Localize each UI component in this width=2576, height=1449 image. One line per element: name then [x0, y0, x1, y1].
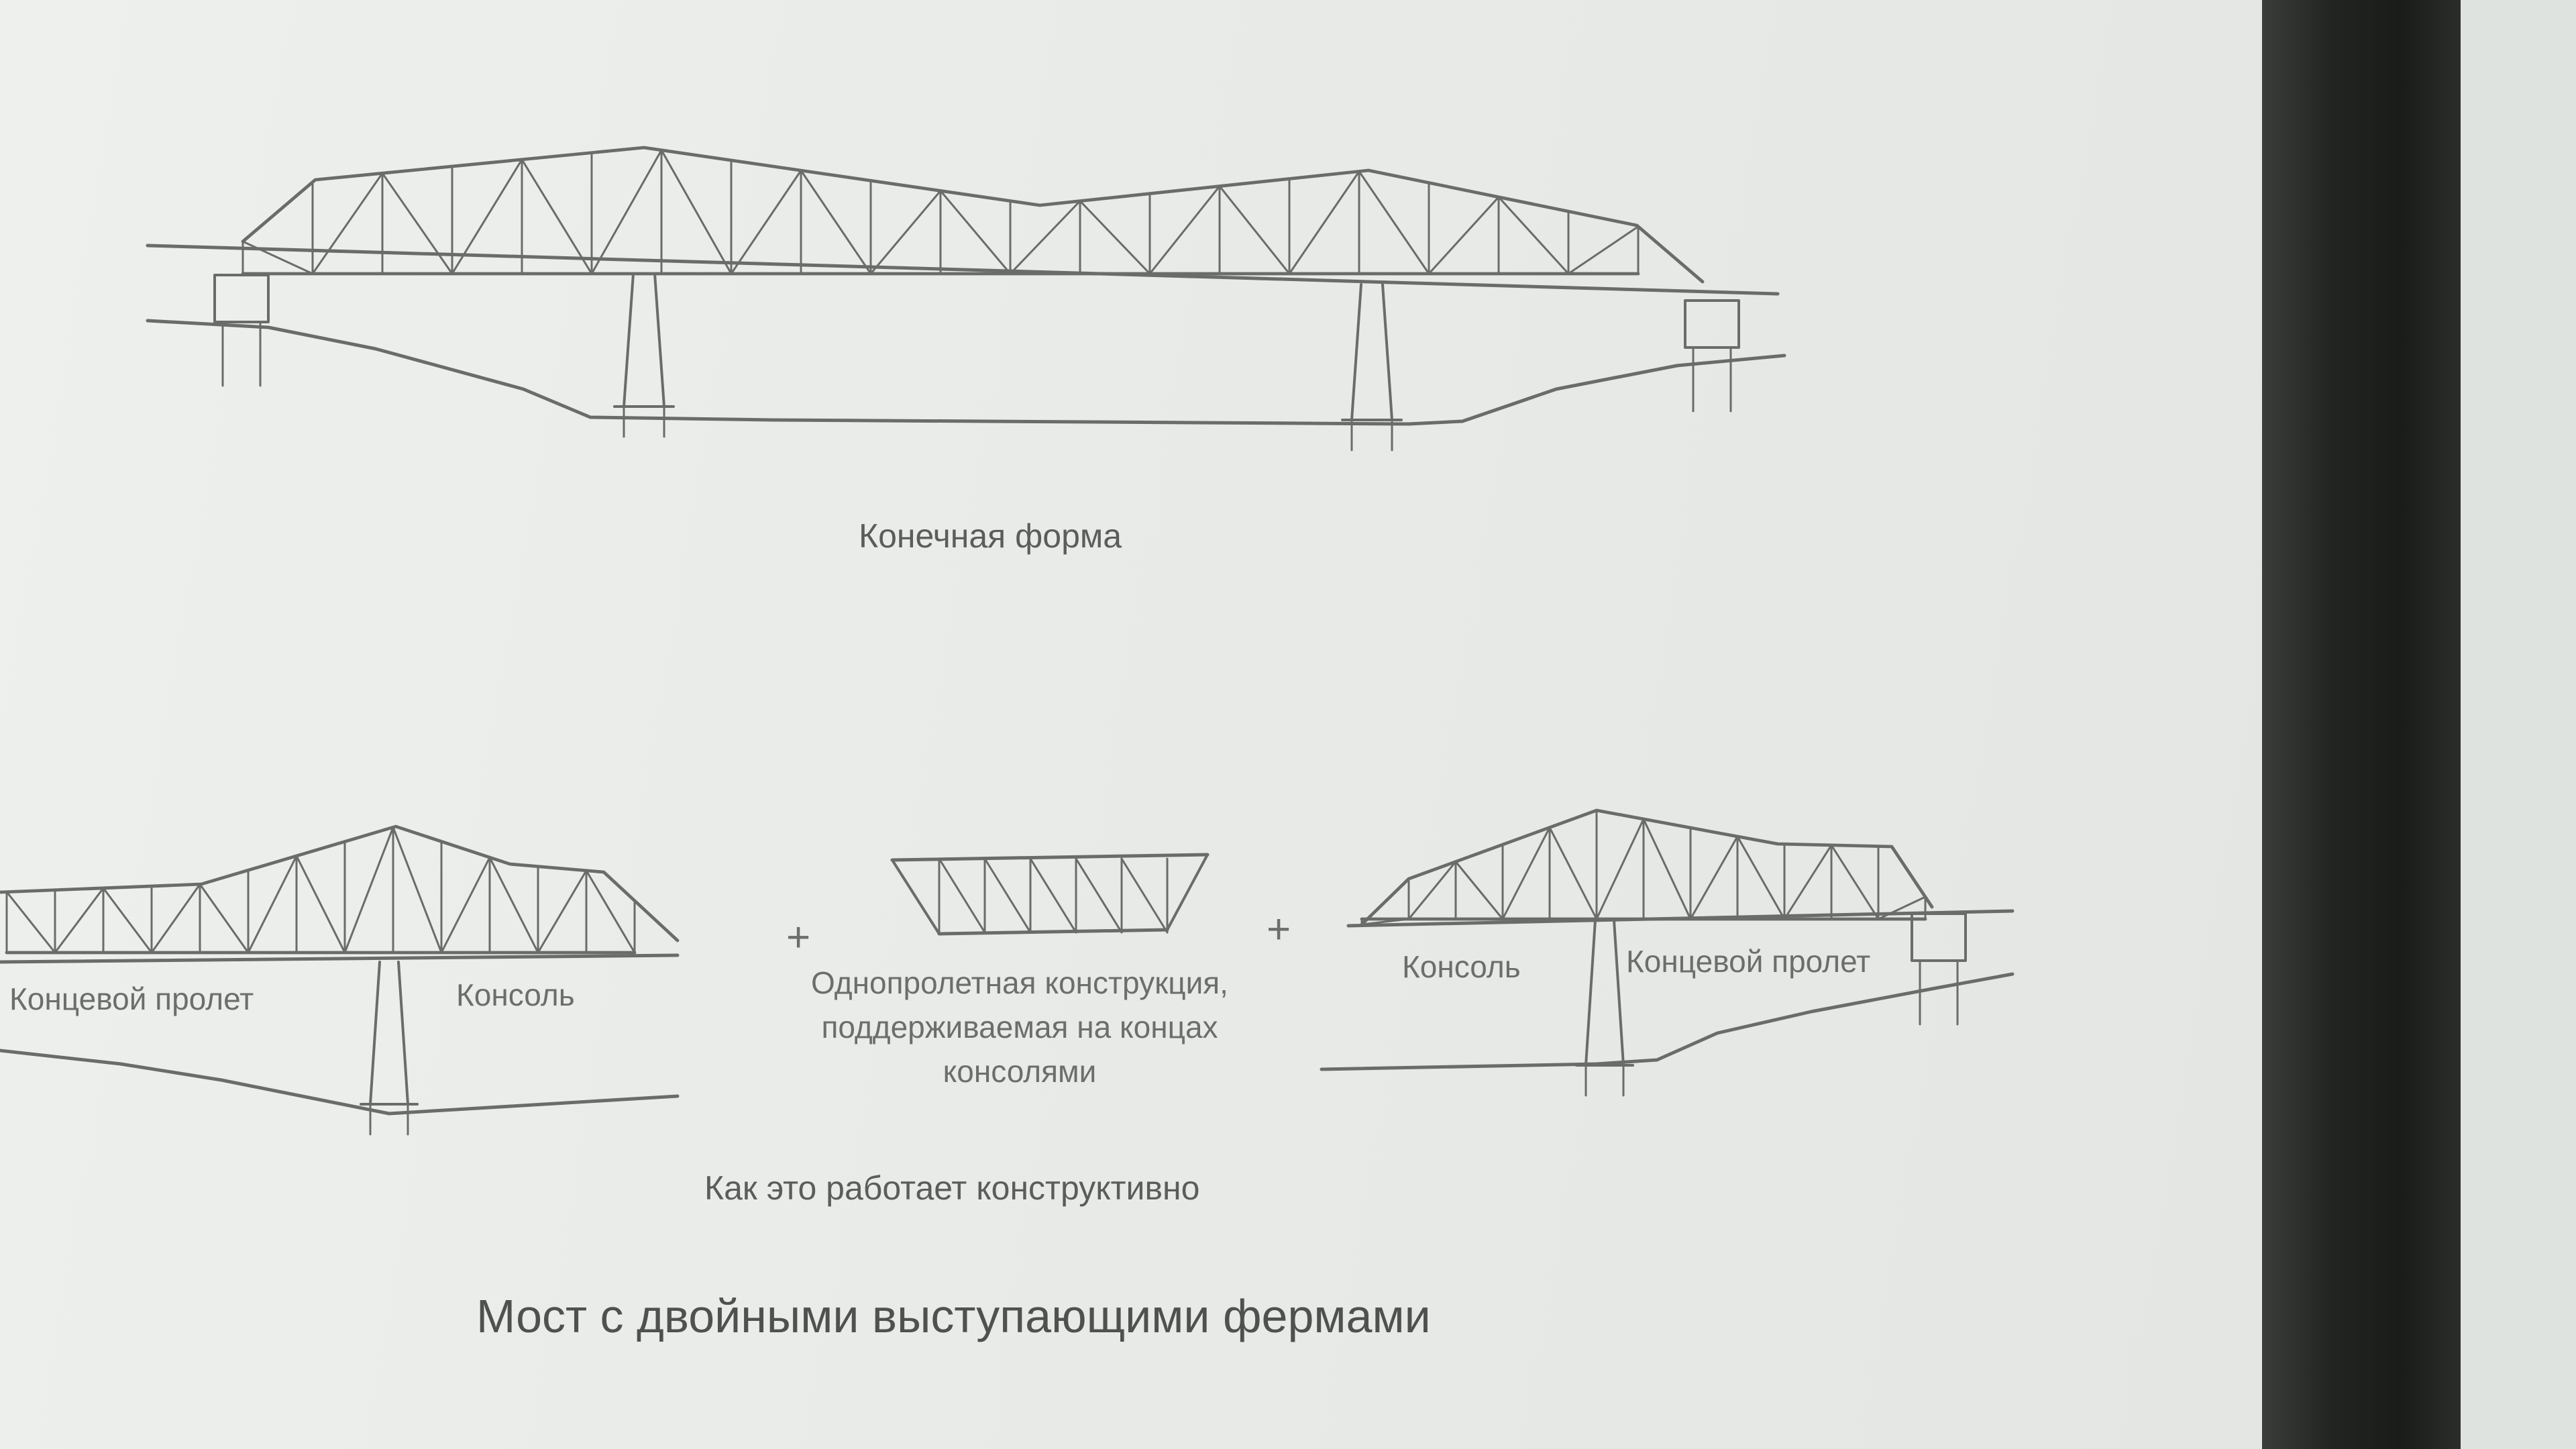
right-anchor-pier	[1614, 920, 1623, 1065]
left-abutment	[215, 275, 268, 322]
how-it-works-caption: Как это работает конструктивно	[704, 1169, 1200, 1207]
top-truss-diagonal	[313, 173, 382, 274]
right-ground	[1322, 974, 2012, 1069]
right-end-abutment	[1912, 914, 1966, 961]
left-truss-diagonal	[393, 827, 441, 953]
suspended-diagonal	[1076, 859, 1122, 932]
left-truss-diagonal	[55, 888, 103, 953]
top-truss-diagonal	[801, 170, 871, 274]
left-truss-diagonal	[345, 827, 393, 953]
left-truss-diagonal	[103, 888, 152, 953]
suspended-diagonal	[1030, 859, 1076, 932]
suspended-diagonal	[1122, 859, 1167, 932]
top-truss-diagonal	[1220, 186, 1289, 274]
suspended-diagonal	[985, 859, 1030, 932]
right-truss-diagonal	[1550, 828, 1597, 920]
left-main-pier	[655, 274, 664, 407]
right-truss-diagonal	[1784, 845, 1831, 919]
left-cantilever-label: Консоль	[456, 977, 575, 1012]
left-truss-diagonal	[200, 884, 248, 953]
suspended-span-label-line3: консолями	[943, 1054, 1097, 1089]
left-truss-top-chord	[0, 826, 678, 941]
plus-sign-right: +	[1267, 906, 1291, 953]
top-truss-diagonal	[1429, 197, 1499, 274]
top-truss-diagonal	[1289, 171, 1359, 274]
right-main-pier	[1352, 284, 1361, 420]
left-deck	[0, 955, 678, 962]
left-ground	[0, 1051, 678, 1114]
right-anchor-pier	[1586, 920, 1595, 1065]
suspended-span-label-line2: поддерживаемая на концах	[821, 1010, 1218, 1044]
right-truss-diagonal	[1690, 837, 1737, 919]
left-truss-diagonal	[248, 856, 297, 953]
left-truss-diagonal	[441, 857, 490, 953]
left-anchor-pier	[370, 962, 380, 1104]
right-truss-diagonal	[1644, 819, 1690, 919]
left-end-span-label: Концевой пролет	[9, 981, 254, 1016]
ground-line	[148, 321, 1784, 424]
right-cantilever-label: Консоль	[1402, 949, 1521, 984]
top-truss-diagonal	[1568, 227, 1638, 274]
top-truss-diagonal	[871, 191, 941, 274]
right-truss-diagonal	[1878, 897, 1925, 919]
top-truss-diagonal	[382, 173, 452, 274]
suspended-end-post	[892, 860, 939, 934]
plus-sign-left: +	[786, 914, 811, 961]
suspended-span-diagram	[892, 855, 1208, 934]
left-truss-diagonal	[490, 857, 538, 953]
suspended-diagonal	[939, 859, 985, 932]
final-form-bridge	[148, 148, 1784, 450]
suspended-span-label-line1: Однопролетная конструкция,	[811, 965, 1228, 1000]
roadway-deck	[148, 246, 1778, 294]
right-truss-diagonal	[1737, 837, 1784, 919]
top-truss-diagonal	[243, 241, 313, 274]
right-abutment	[1685, 301, 1739, 347]
top-truss-diagonal	[1359, 171, 1429, 274]
left-truss-diagonal	[538, 871, 586, 953]
top-truss-diagonal	[1010, 201, 1080, 274]
right-truss-diagonal	[1831, 845, 1878, 919]
left-truss-diagonal	[7, 892, 55, 953]
suspended-bottom-chord	[939, 930, 1167, 934]
left-truss-diagonal	[297, 856, 345, 953]
left-truss-diagonal	[152, 884, 200, 953]
top-truss-diagonal	[592, 150, 661, 274]
top-truss-diagonal	[661, 150, 731, 274]
right-truss-diagonal	[1597, 819, 1644, 919]
top-truss-diagonal	[1150, 186, 1220, 274]
final-form-caption: Конечная форма	[859, 517, 1122, 555]
figure-title: Мост с двойными выступающими фермами	[476, 1290, 1431, 1342]
top-truss-diagonal	[731, 170, 801, 274]
right-main-pier	[1383, 284, 1392, 420]
top-truss-diagonal	[941, 191, 1010, 274]
left-main-pier	[624, 274, 633, 407]
top-truss-diagonal	[1080, 201, 1150, 274]
right-truss-diagonal	[1456, 862, 1503, 920]
left-anchor-pier	[398, 962, 408, 1104]
left-truss-diagonal	[586, 871, 635, 953]
right-end-span-label: Концевой пролет	[1626, 944, 1871, 979]
suspended-end-post	[1167, 855, 1208, 930]
